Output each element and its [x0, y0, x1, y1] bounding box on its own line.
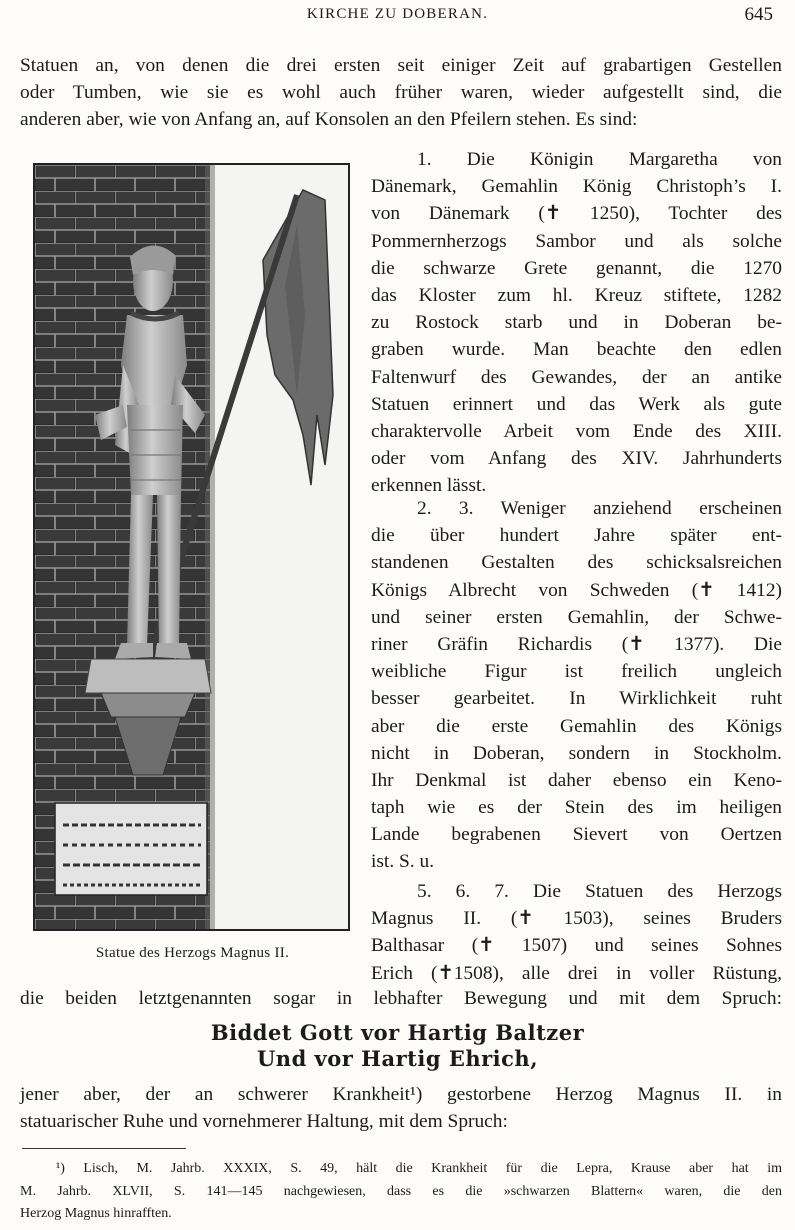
- text-line: die über hundert Jahre später ent-: [371, 525, 782, 547]
- text-line: charaktervolle Arbeit vom Ende des XIII.: [371, 420, 782, 442]
- text-line: Pommernherzogs Sambor und als solche: [371, 230, 782, 252]
- text-line: anderen aber, wie von Anfang an, auf Konsolen an den Pfeilern stehen. Es sind:: [20, 109, 638, 131]
- inscription-line: Und vor Hartig Ehrich,: [256, 1046, 539, 1071]
- figure-caption: Statue des Herzogs Magnus II.: [95, 945, 290, 961]
- text-line: zu Rostock starb und in Doberan be-: [371, 312, 782, 334]
- running-title: KIRCHE ZU DOBERAN.: [306, 6, 489, 22]
- text-line: die beiden letztgenannten sogar in lebhafter Bewegung und mit dem Spruch:: [20, 988, 782, 1009]
- page-number: 645: [744, 4, 773, 25]
- text-line: Statuen erinnert und das Werk als gute: [371, 393, 782, 415]
- text-line: Magnus II. (✝ 1503), seines Bruders: [371, 908, 782, 930]
- item-5-6-7-paragraph: [371, 878, 782, 987]
- text-line: ist. S. u.: [371, 851, 435, 873]
- text-line: Balthasar (✝ 1507) und seines Sohnes: [371, 935, 782, 957]
- text-line: von Dänemark (✝ 1250), Tochter des: [371, 203, 782, 225]
- footnote-line: M. Jahrb. XLVII, S. 141—145 nachgewiesen, dass es die »schwarzen Blattern« waren, die den: [20, 1183, 782, 1199]
- text-line: Erich (✝1508), alle drei in voller Rüstung,: [371, 962, 782, 984]
- statue-illustration: [35, 165, 348, 929]
- text-line: das Kloster zum hl. Kreuz stiftete, 1282: [371, 284, 782, 306]
- continuation-paragraph: [20, 985, 782, 1012]
- text-line: jener aber, der an schwerer Krankheit¹) gestorbene Herzog Magnus II. in: [20, 1084, 782, 1105]
- text-line: Dänemark, Gemahlin König Christoph’s I.: [371, 176, 782, 198]
- item-2-3-paragraph: [371, 495, 782, 876]
- text-line: besser gearbeitet. In Wirklichkeit ruht: [371, 688, 782, 710]
- text-line: oder Tumben, wie sie es wohl auch früher waren, wieder aufgestellt sind, die: [20, 82, 782, 104]
- footnote-divider: [22, 1148, 186, 1149]
- closing-paragraph: [20, 1081, 782, 1135]
- text-line: weibliche Figur ist freilich ungleich: [371, 661, 782, 683]
- text-line: und seiner ersten Gemahlin, der Schwe-: [371, 606, 782, 628]
- running-header: [0, 4, 795, 28]
- text-line: 5. 6. 7. Die Statuen des Herzogs: [417, 881, 782, 902]
- text-line: Lande begrabenen Sievert von Oertzen: [371, 824, 782, 846]
- item-1-paragraph: [371, 146, 782, 499]
- text-line: 1. Die Königin Margaretha von: [417, 149, 782, 170]
- inscription-line: Biddet Gott vor Hartig Baltzer: [210, 1020, 585, 1045]
- footnote: [20, 1158, 782, 1226]
- text-line: Statuen an, von denen die drei ersten seit einiger Zeit auf grabartigen Gestellen: [20, 55, 782, 76]
- text-line: statuarischer Ruhe und vornehmerer Haltung, mit dem Spruch:: [20, 1111, 508, 1133]
- text-line: Faltenwurf des Gewandes, der an antike: [371, 366, 782, 388]
- text-line: oder vom Anfang des XIV. Jahrhunderts: [371, 448, 782, 470]
- text-line: standenen Gestalten des schicksalsreichen: [371, 552, 782, 574]
- text-line: taph wie es der Stein des im heiligen: [371, 797, 782, 819]
- text-line: die schwarze Grete genannt, die 1270: [371, 257, 782, 279]
- text-line: Königs Albrecht von Schweden (✝ 1412): [371, 579, 782, 601]
- text-line: 2. 3. Weniger anziehend erscheinen: [417, 498, 782, 519]
- text-line: erkennen lässt.: [371, 475, 487, 497]
- footnote-line: ¹) Lisch, M. Jahrb. XXXIX, S. 49, hält die Krankheit für die Lepra, Krause aber hat im: [56, 1161, 782, 1176]
- text-line: Ihr Denkmal ist daher ebenso ein Keno-: [371, 769, 782, 791]
- text-line: aber die erste Gemahlin des Königs: [371, 715, 782, 737]
- inscription-quote: [0, 1020, 795, 1072]
- text-line: riner Gräfin Richardis (✝ 1377). Die: [371, 633, 782, 655]
- footnote-line: Herzog Magnus hinrafften.: [20, 1206, 172, 1221]
- text-line: nicht in Doberan, sondern in Stockholm.: [371, 742, 782, 764]
- intro-paragraph: [20, 52, 782, 134]
- statue-photograph: [33, 163, 350, 931]
- text-line: graben wurde. Man beachte den edlen: [371, 339, 782, 361]
